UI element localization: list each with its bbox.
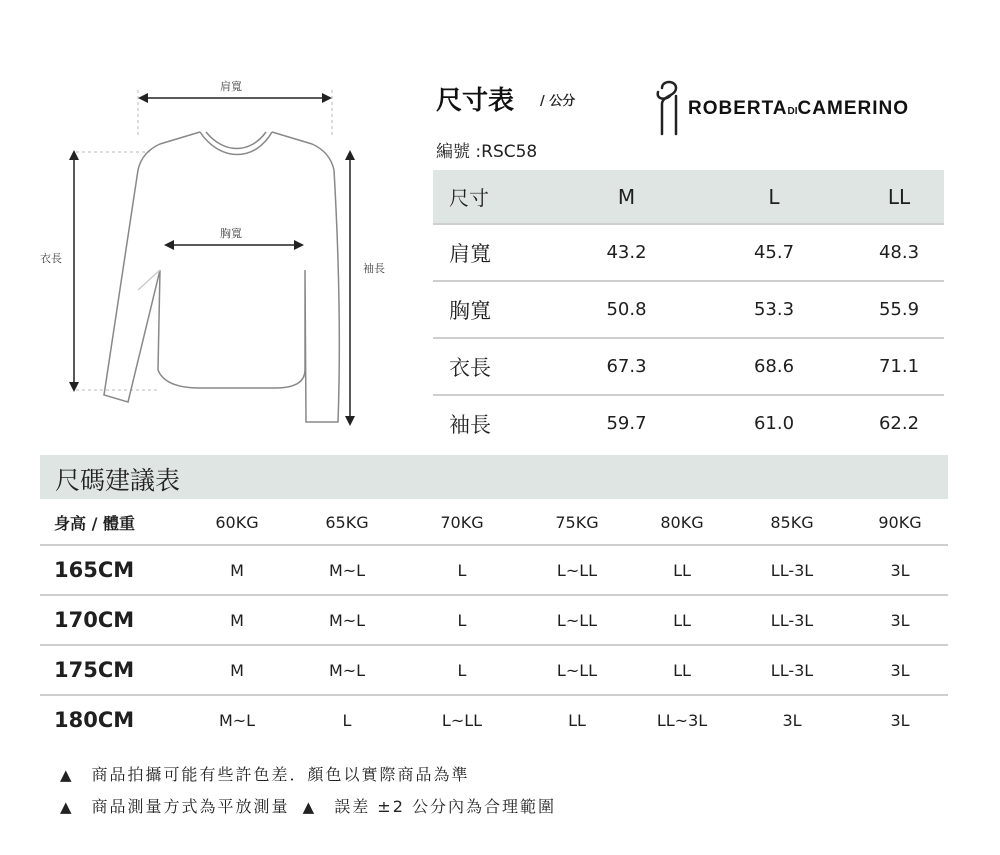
length-label: 衣長 [40,252,62,265]
recommend-header-cell: 70KG [440,512,484,532]
size-header-m: M [559,170,694,224]
recommend-table [40,500,948,744]
table-cell: L [402,645,522,695]
table-cell: L~LL [402,695,522,744]
triangle-icon: ▲ [60,766,74,784]
note-text-2b: 誤差 ±2 公分內為合理範圍 [334,797,556,816]
size-chart-title: 尺寸表 [436,86,515,116]
table-row [40,645,948,695]
table-cell: LL-3L [732,545,852,595]
recommend-header-cell: 80KG [660,512,704,532]
table-row [433,281,944,338]
table-row [433,338,944,395]
unit-label: / 公分 [540,94,576,109]
note-line-2 [60,794,556,817]
sleeve-label: 袖長 [363,262,385,275]
table-cell: L [402,595,522,645]
table-cell: 43.2 [559,224,694,281]
note-text-1: 商品拍攝可能有些許色差．顏色以實際商品為準 [91,765,470,784]
table-cell: M~L [292,545,402,595]
row-label-sleeve: 袖長 [433,395,559,451]
table-cell: M [182,545,292,595]
table-row [40,695,948,744]
table-cell: 50.8 [559,281,694,338]
product-code: 編號 :RSC58 [436,142,538,162]
table-cell: 67.3 [559,338,694,395]
table-cell: 62.2 [854,395,944,451]
height-cell: 180CM [40,695,182,744]
table-cell: 3L [732,695,852,744]
table-cell: 3L [852,545,948,595]
brand-name-b: CAMERINO [797,98,909,119]
recommend-header-bar [40,455,948,499]
chest-label: 胸寬 [220,227,242,240]
row-label-length: 衣長 [433,338,559,395]
shoulder-label: 肩寬 [220,80,242,93]
recommend-header-cell: 90KG [878,512,922,532]
garment-drawing [20,70,400,440]
table-cell: 59.7 [559,395,694,451]
recommend-header-cell: 85KG [770,512,814,532]
row-label-shoulder: 肩寬 [433,224,559,281]
table-cell: M~L [182,695,292,744]
table-cell: L~LL [522,545,632,595]
table-cell: LL~3L [632,695,732,744]
brand-logo [652,78,952,138]
size-header-l: L [694,170,854,224]
table-cell: 45.7 [694,224,854,281]
size-header-label: 尺寸 [433,170,559,224]
triangle-icon: ▲ [302,798,317,816]
table-cell: 53.3 [694,281,854,338]
table-cell: 48.3 [854,224,944,281]
table-cell: M~L [292,645,402,695]
note-line-1 [60,762,470,785]
table-cell: 3L [852,645,948,695]
row-label-chest: 胸寬 [433,281,559,338]
brand-name-di: DI [787,106,798,117]
height-cell: 175CM [40,645,182,695]
table-cell: L [292,695,402,744]
table-cell: LL-3L [732,645,852,695]
brand-name-a: ROBERTA [688,98,788,119]
table-cell: LL [632,595,732,645]
table-cell: LL-3L [732,595,852,645]
recommend-header-cell: 65KG [325,512,369,532]
size-table-header [433,170,944,224]
table-row [433,395,944,451]
table-cell: M [182,595,292,645]
table-cell: LL [632,645,732,695]
table-cell: LL [632,545,732,595]
recommend-header-cell: 60KG [215,512,259,532]
table-cell: M [182,645,292,695]
recommend-header-cell: 75KG [555,512,599,532]
size-table [433,170,944,451]
height-cell: 165CM [40,545,182,595]
table-cell: 61.0 [694,395,854,451]
size-header-ll: LL [854,170,944,224]
table-row [40,595,948,645]
triangle-icon: ▲ [60,798,74,816]
table-row [433,224,944,281]
table-row [40,545,948,595]
table-cell: M~L [292,595,402,645]
table-cell: 3L [852,595,948,645]
table-cell: L [402,545,522,595]
recommend-table-header [40,500,948,545]
height-cell: 170CM [40,595,182,645]
table-cell: 71.1 [854,338,944,395]
note-text-2a: 商品測量方式為平放測量 [91,797,290,816]
recommend-header-label: 身高 / 體重 [54,513,135,533]
table-cell: 3L [852,695,948,744]
recommend-title: 尺碼建議表 [55,466,181,495]
table-cell: L~LL [522,595,632,645]
table-cell: L~LL [522,645,632,695]
table-cell: LL [522,695,632,744]
scarf-icon [652,78,686,138]
brand-name [688,98,909,120]
table-cell: 68.6 [694,338,854,395]
table-cell: 55.9 [854,281,944,338]
garment-diagram [20,70,400,440]
